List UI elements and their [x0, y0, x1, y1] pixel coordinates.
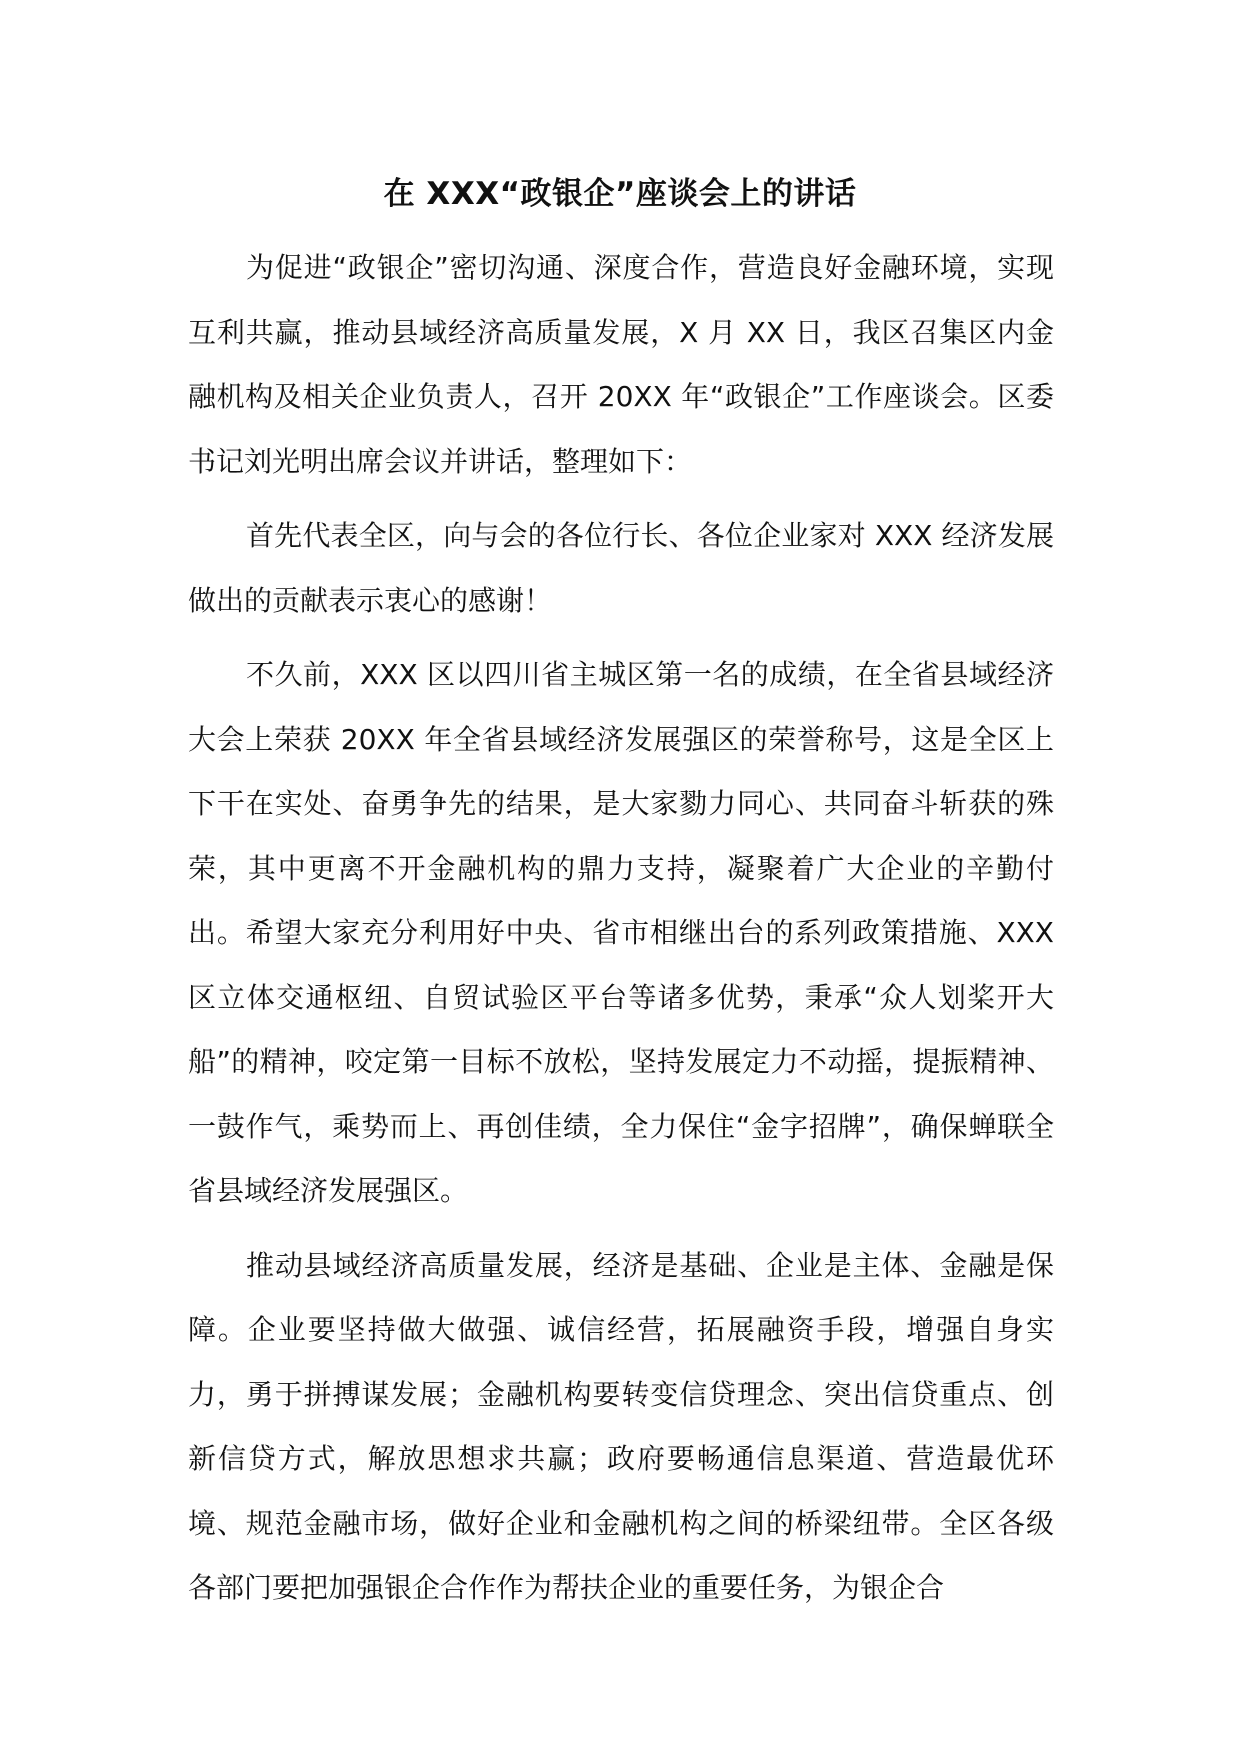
paragraph-intro: 为促进“政银企”密切沟通、深度合作，营造良好金融环境，实现互利共赢，推动县域经济高质量发展，X 月 XX 日，我区召集区内金融机构及相关企业负责人，召开 20XX 年“政银企”工作座谈会。区委书记刘光明出席会议并讲话，整理如下：: [188, 251, 1054, 478]
paragraph-thanks: 首先代表全区，向与会的各位行长、各位企业家对 XXX 经济发展做出的贡献表示衷心的感谢！: [188, 519, 1054, 617]
paragraph-achievement: 不久前，XXX 区以四川省主城区第一名的成绩，在全省县域经济大会上荣获 20XX 年全省县域经济发展强区的荣誉称号，这是全区上下干在实处、奋勇争先的结果，是大家勠力同心、共同奋斗斩获的殊荣，其中更离不开金融机构的鼎力支持，凝聚着广大企业的辛勤付出。希望大家充分利用好中央、省市相继出台的系列政策措施、XXX 区立体交通枢纽、自贸试验区平台等诸多优势，秉承“众人划桨开大船”的精神，咬定第一目标不放松，坚持发展定力不动摇，提振精神、一鼓作气，乘势而上、再创佳绩，全力保住“金字招牌”，确保蝉联全省县域经济发展强区。: [188, 658, 1054, 1207]
document-title: 在 XXX“政银企”座谈会上的讲话: [383, 176, 857, 212]
paragraph-development: 推动县域经济高质量发展，经济是基础、企业是主体、金融是保障。企业要坚持做大做强、诚信经营，拓展融资手段，增强自身实力，勇于拼搏谋发展；金融机构要转变信贷理念、突出信贷重点、创新信贷方式，解放思想求共赢；政府要畅通信息渠道、营造最优环境、规范金融市场，做好企业和金融机构之间的桥梁纽带。全区各级各部门要把加强银企合作作为帮扶企业的重要任务，为银企合: [188, 1248, 1054, 1604]
document-body: [188, 236, 1054, 1631]
